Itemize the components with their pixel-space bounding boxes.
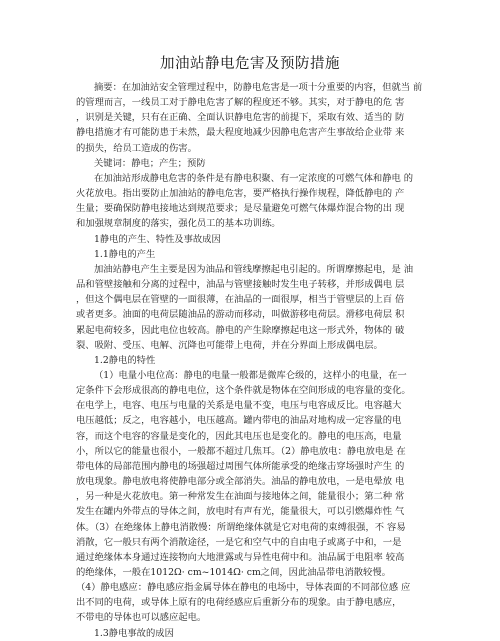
text-line: 火花放电。指出要防止加油站的静电危害，要严格执行操作规程，降低静电的 产 bbox=[76, 188, 405, 200]
text-line: 的管理而言，一线员工对于静电危害了解的程度还不够。其实，对于静电的危 害 bbox=[76, 97, 405, 109]
text-line: 在加油站形成静电危害的条件是有静电积聚、有一定浓度的可燃气体和静电 的 bbox=[94, 172, 414, 184]
heading-section-1-1: 1.1静电的产生 bbox=[94, 248, 156, 260]
text-line: 发生在罐内外带点的导体之间，放电时有声有光，能量很大，可以引燃爆炸性 气 bbox=[76, 506, 405, 518]
text-line: 出不同的电荷，或导体上原有的电荷经感应后重新分布的现象。由于静电感应， bbox=[76, 597, 402, 609]
text-line: 品和管壁接触和分离的过程中，油品与管壁接触时发生电子转移，并形成偶电 层 bbox=[76, 279, 405, 291]
text-line: 静电措施才有可能防患于未然，最大程度地减少因静电危害产生事故给企业带 来 bbox=[76, 127, 405, 139]
text-line: 的损失，给员工造成的伤害。 bbox=[76, 142, 197, 154]
text-line: 消散，它一般只有两个消散途径，一是它和空气中的自由电子或离子中和，一是 bbox=[76, 536, 402, 548]
text-line: 不带电的导体也可以感应起电。 bbox=[76, 612, 207, 624]
paragraph-static-generation bbox=[76, 262, 436, 353]
text-line: ，另一种是火花放电。第一种常发生在油面与接地体之间，能量很小；第二种 常 bbox=[76, 491, 405, 503]
text-line: 的绝缘体，一般在1012Ω· cm~1014Ω· cm之间，因此油品带电消散较慢。 bbox=[76, 567, 391, 578]
heading-section-1-3: 1.3静电事故的成因 bbox=[94, 627, 174, 639]
text-line: （4）静电感应：静电感应指金属导体在静电的电场中，导体表面的不同部位感 应 bbox=[76, 582, 411, 594]
text-line: 体。（3）在绝缘体上静电消散慢：所谓绝缘体就是它对电荷的束缚很强，不 容易 bbox=[76, 521, 406, 533]
text-line: ，识别是关键，只有在正确、全面认识静电危害的前提下，采取有效、适当的 防 bbox=[76, 112, 405, 124]
paragraph-static-characteristics bbox=[76, 368, 436, 626]
text-line: 生量；要确保防静电接地达到规范要求；是尽量避免可燃气体爆炸混合物的出 现 bbox=[76, 203, 405, 215]
text-line: 累起电荷较多，因此电位也较高。静电的产生除摩擦起电这一形式外，物体的 破 bbox=[76, 324, 405, 336]
heading-section-1: 1静电的产生、特性及事故成因 bbox=[94, 233, 221, 245]
text-line: 带电体的局部范围内静电的场强超过周围气体所能承受的绝缘击穿场强时产生 的 bbox=[76, 460, 405, 472]
abstract-paragraph bbox=[76, 80, 436, 156]
text-line: 小，所以它的能量也很小，一般都不超过几焦耳。（2）静电放电：静电放电是 在 bbox=[76, 445, 406, 457]
text-line: 和加强规章制度的落实，强化员工的基本功训练。 bbox=[76, 218, 281, 230]
heading-section-1-2: 1.2静电的特性 bbox=[94, 354, 156, 366]
text-line: ，但这个偶电层在管壁的一面很薄，在油品的一面很厚，相当于管壁层的上百 倍 bbox=[76, 294, 405, 306]
text-line: 容，而这个电容的容量是变化的，因此其电压也是变化的。静电的电压高，电量 bbox=[76, 430, 402, 442]
text-line: 定条件下会形成很高的静电电位，这个条件就是物体在空间形成的电容量的变化。 bbox=[76, 385, 411, 397]
text-line: （1）电量小电位高：静电的电量一般都是微库仑级的，这样小的电量，在一 bbox=[94, 369, 407, 381]
text-line: 电压越低；反之，电容越小，电压越高。罐内带电的油品对地构成一定容量的电 bbox=[76, 415, 402, 427]
intro-paragraph bbox=[76, 171, 436, 232]
text-line: 通过绝缘体本身通过连接物向大地泄露或与异性电荷中和。油品属于电阻率 较高 bbox=[76, 551, 405, 563]
text-line: 或者更多。油面的电荷层随油品的游动而移动，叫做游移电荷层。滑移电荷层 积 bbox=[76, 309, 405, 321]
document-body bbox=[76, 80, 436, 641]
text-line: 裂、吸附、受压、电解、沉降也可能带上电荷，并在分界面上形成偶电层。 bbox=[76, 339, 383, 351]
document-title: 加油站静电危害及预防措施 bbox=[160, 56, 340, 72]
text-line: 摘要：在加油站安全管理过程中，防静电危害是一项十分重要的内容，但就当 前 bbox=[94, 82, 423, 93]
text-line: 在电学上，电容、电压与电量的关系是电量不变，电压与电容成反比。电容越大 bbox=[76, 400, 402, 412]
text-line: 放电现象。静电放电将使静电部分或全部消失。油品的静电放电，一是电晕放 电 bbox=[76, 476, 405, 488]
text-line: 加油站静电产生主要是因为油品和管线摩擦起电引起的。所谓摩擦起电，是 油 bbox=[94, 263, 414, 275]
keywords-line: 关键词：静电；产生；预防 bbox=[94, 157, 206, 169]
